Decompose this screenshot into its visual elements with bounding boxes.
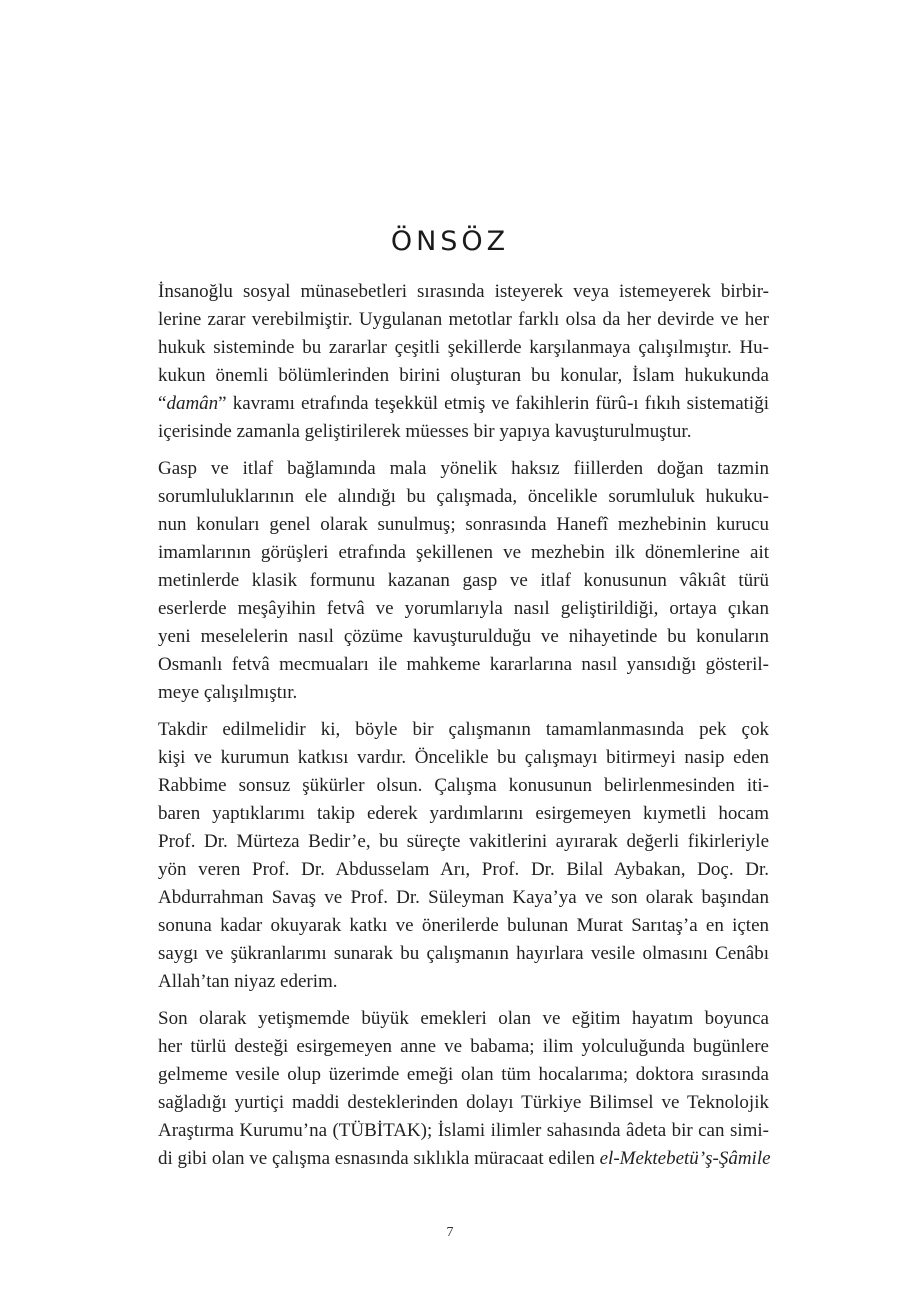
text-line: Araştırma Kurumu’na (TÜBİTAK); İslami ilimler sahasında âdeta bir can simi- xyxy=(158,1120,769,1141)
text-line: saygı ve şükranlarımı sunarak bu çalışmanın hayırlara vesile olmasını Cenâbı xyxy=(158,943,769,964)
text-line: her türlü desteği esirgemeyen anne ve babama; ilim yolculuğunda bugünlere xyxy=(158,1036,769,1057)
paragraph xyxy=(134,455,769,707)
text-line: içerisinde zamanla geliştirilerek müesses bir yapıya kavuşturulmuştur. xyxy=(158,421,692,442)
italic-term: damân xyxy=(166,393,219,414)
text-line: Osmanlı fetvâ mecmuaları ile mahkeme kararlarına nasıl yansıdığı gösteril- xyxy=(158,654,769,675)
text-line-with-italic: di gibi olan ve çalışma esnasında sıklıkla müracaat edilen el-Mektebetü’ş-Şâmile xyxy=(158,1148,771,1169)
page-number: 7 xyxy=(446,1225,454,1240)
text-line: Rabbime sonsuz şükürler olsun. Çalışma konusunun belirlenmesinden iti- xyxy=(158,775,769,796)
text-line: nun konuları genel olarak sunulmuş; sonrasında Hanefî mezhebinin kurucu xyxy=(158,514,769,535)
paragraph xyxy=(134,716,769,996)
text-line: kukun önemli bölümlerinden birini oluşturan bu konular, İslam hukukunda xyxy=(158,365,769,386)
page-title: ÖNSÖZ xyxy=(390,226,510,257)
text-line: yeni meselelerin nasıl çözüme kavuşturulduğu ve nihayetinde bu konuların xyxy=(158,626,769,647)
paragraph xyxy=(134,1005,769,1173)
text-line: Prof. Dr. Mürteza Bedir’e, bu süreçte vakitlerini ayırarak değerli fikirleriyle xyxy=(158,831,769,852)
text-line: lerine zarar verebilmiştir. Uygulanan metotlar farklı olsa da her devirde ve her xyxy=(158,309,769,330)
text-line-with-italic: “damân” kavramı etrafında teşekkül etmiş ve fakihlerin fürû-ı fıkıh sistematiği xyxy=(158,393,769,414)
text-line: Abdurrahman Savaş ve Prof. Dr. Süleyman Kaya’ya ve son olarak başından xyxy=(158,887,769,908)
text-line: metinlerde klasik formunu kazanan gasp ve itlaf konusunun vâkıât türü xyxy=(158,570,769,591)
text-line: Gasp ve itlaf bağlamında mala yönelik haksız fiillerden doğan tazmin xyxy=(158,458,769,479)
text-line: baren yaptıklarımı takip ederek yardımlarını esirgemeyen kıymetli hocam xyxy=(158,803,769,824)
text-line: meye çalışılmıştır. xyxy=(158,682,298,703)
text-line: yön veren Prof. Dr. Abdusselam Arı, Prof. Dr. Bilal Aybakan, Doç. Dr. xyxy=(158,859,769,880)
text-line: kişi ve kurumun katkısı vardır. Öncelikle bu çalışmayı bitirmeyi nasip eden xyxy=(158,747,769,768)
text-line: Takdir edilmelidir ki, böyle bir çalışmanın tamamlanmasında pek çok xyxy=(158,719,769,740)
text-line: hukuk sisteminde bu zararlar çeşitli şekillerde karşılanmaya çalışılmıştır. Hu- xyxy=(158,337,769,358)
text-line: imamlarının görüşleri etrafında şekillenen ve mezhebin ilk dönemlerine ait xyxy=(158,542,769,563)
text-line: eserlerde meşâyihin fetvâ ve yorumlarıyla nasıl geliştirildiği, ortaya çıkan xyxy=(158,598,769,619)
paragraph xyxy=(134,278,769,446)
body-text xyxy=(134,278,769,1182)
italic-term: el-Mektebetü’ş-Şâmile xyxy=(599,1148,771,1169)
text-line: İnsanoğlu sosyal münasebetleri sırasında isteyerek veya istemeyerek birbir- xyxy=(158,281,769,302)
text-line: sonuna kadar okuyarak katkı ve önerilerde bulunan Murat Sarıtaş’a en içten xyxy=(158,915,769,936)
text-line: Son olarak yetişmemde büyük emekleri olan ve eğitim hayatım boyunca xyxy=(158,1008,769,1029)
text-line: Allah’tan niyaz ederim. xyxy=(158,971,338,992)
text-line: gelmeme vesile olup üzerimde emeği olan tüm hocalarıma; doktora sırasında xyxy=(158,1064,769,1085)
text-line: sorumluluklarının ele alındığı bu çalışmada, öncelikle sorumluluk hukuku- xyxy=(158,486,769,507)
text-line: sağladığı yurtiçi maddi desteklerinden dolayı Türkiye Bilimsel ve Teknolojik xyxy=(158,1092,769,1113)
